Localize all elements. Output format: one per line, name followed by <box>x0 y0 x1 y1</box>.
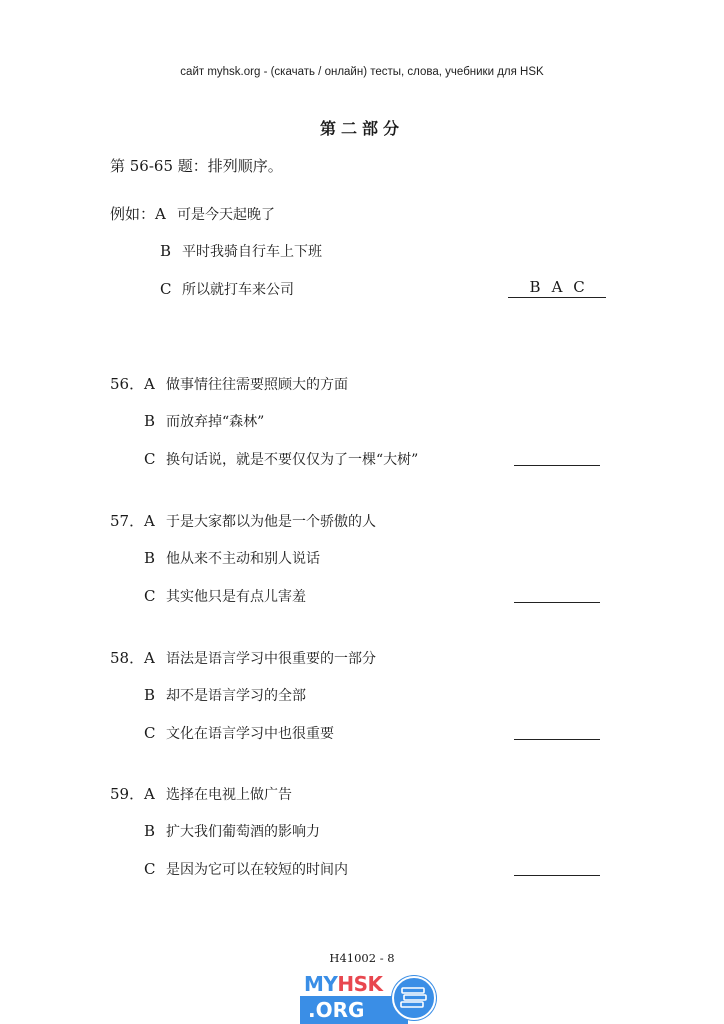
question-number: 58． <box>110 649 145 667</box>
option-text: 文化在语言学习中也很重要 <box>166 726 334 742</box>
question-number: 56． <box>110 375 145 393</box>
example-prefix: 例如： <box>110 205 156 223</box>
section-title: 第二部分 <box>319 119 404 138</box>
option-text: 却不是语言学习的全部 <box>166 688 306 704</box>
option-text: 换句话说，就是不要仅仅为了一棵“大树” <box>166 452 419 468</box>
option-text: 可是今天起晚了 <box>177 207 276 223</box>
option-letter: C <box>160 280 172 298</box>
example-option-c <box>160 279 294 299</box>
option-text: 语法是语言学习中很重要的一部分 <box>166 651 376 667</box>
question-number: 57． <box>110 512 145 530</box>
option-text: 他从来不主动和别人说话 <box>166 551 320 567</box>
example-answer <box>508 278 606 298</box>
logo-hsk: HSK <box>337 972 383 996</box>
q58-option-a <box>110 647 376 668</box>
q58-option-b <box>144 685 306 705</box>
q58-option-c <box>144 723 334 743</box>
logo-my: MY <box>304 972 338 996</box>
q58-answer-blank[interactable] <box>514 739 600 740</box>
option-letter: C <box>144 450 156 468</box>
logo-text-top <box>304 972 383 996</box>
books-icon <box>392 976 436 1020</box>
q56-option-b <box>144 411 264 431</box>
option-text: 选择在电视上做广告 <box>166 787 292 803</box>
option-letter: B <box>144 549 156 567</box>
example-option-a <box>110 203 275 224</box>
site-banner: сайт myhsk.org - (скачать / онлайн) тесты, слова, учебники для HSK <box>180 66 544 78</box>
option-letter: C <box>144 587 156 605</box>
q57-option-c <box>144 586 306 606</box>
q56-answer-blank[interactable] <box>514 465 600 466</box>
option-letter: C <box>144 860 156 878</box>
option-text: 做事情往往需要照顾大的方面 <box>166 377 348 393</box>
answer-letter: A <box>551 278 563 296</box>
option-letter: A <box>144 512 155 530</box>
instruction: 第 56-65 题：排列顺序。 <box>110 157 283 175</box>
option-letter: B <box>144 412 156 430</box>
q59-option-c <box>144 859 348 879</box>
q59-option-a <box>110 783 292 804</box>
option-text: 平时我骑自行车上下班 <box>182 244 322 260</box>
answer-letter: C <box>573 278 585 296</box>
option-text: 于是大家都以为他是一个骄傲的人 <box>166 514 376 530</box>
myhsk-logo[interactable] <box>300 972 436 1024</box>
q56-option-a <box>110 373 348 394</box>
q59-option-b <box>144 821 320 841</box>
option-letter: B <box>144 822 156 840</box>
q59-answer-blank[interactable] <box>514 875 600 876</box>
option-text: 其实他只是有点儿害羞 <box>166 589 306 605</box>
logo-org: .ORG <box>308 998 365 1022</box>
q57-option-b <box>144 548 320 568</box>
q56-option-c <box>144 449 418 469</box>
page-number: H41002 - 8 <box>329 951 395 965</box>
option-letter: A <box>144 785 155 803</box>
option-text: 所以就打车来公司 <box>182 282 294 298</box>
q57-answer-blank[interactable] <box>514 602 600 603</box>
option-text: 扩大我们葡萄酒的影响力 <box>166 824 320 840</box>
q57-option-a <box>110 510 376 531</box>
option-letter: C <box>144 724 156 742</box>
option-letter: A <box>144 649 155 667</box>
answer-letter: B <box>529 278 541 296</box>
option-letter: B <box>144 686 156 704</box>
example-option-b <box>160 241 322 261</box>
option-text: 而放弃掉“森林” <box>166 414 265 430</box>
question-number: 59． <box>110 785 145 803</box>
option-text: 是因为它可以在较短的时间内 <box>166 862 348 878</box>
option-letter: B <box>160 242 172 260</box>
option-letter: A <box>144 375 155 393</box>
option-letter: A <box>155 205 166 223</box>
